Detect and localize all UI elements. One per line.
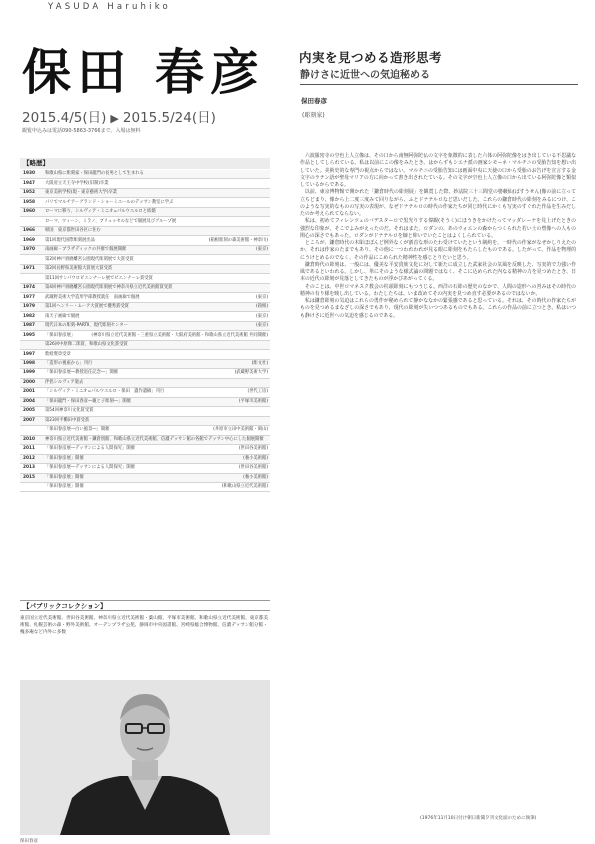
chronology-row bbox=[20, 417, 270, 426]
chronology-row bbox=[20, 293, 270, 302]
chronology-year: 2005 bbox=[23, 408, 35, 414]
chronology-row bbox=[20, 179, 270, 188]
artist-romaji-name: YASUDA Haruhiko bbox=[48, 2, 171, 12]
chronology-row bbox=[20, 379, 270, 388]
chronology-year: 1947 bbox=[23, 180, 35, 186]
chronology-venue bbox=[268, 285, 270, 291]
essay-paragraph: 六波羅密寺の空也上人立像は、その口から南無阿弥陀仏の文字を象徴的に表した六体の阿弥陀像をはき出している不思議な作品としてしられている。私は以前にこの像をみたとき、はからずもシエナ派の画家シモーネ・マルチニの受胎告知を想い出していた。美術史的な専門の視点からではない。マルチニの受胎告知には画面中央に天使の口から受胎のお告げを宣言する金文字のラテン語が聖母マリアの方に向かって書き出されたている。その文字が空也上人立像の口から出ている阿弥陀像と類似しているからである。 bbox=[300, 153, 576, 188]
chronology-venue bbox=[268, 380, 270, 386]
chronology-row bbox=[20, 350, 270, 359]
chronology-year: 2007 bbox=[23, 417, 35, 423]
chronology-year: 2015 bbox=[23, 474, 35, 480]
chronology-row bbox=[20, 331, 270, 340]
essay-source-note: (1976年11月10日付け朝日新聞夕刊文化面のために執筆) bbox=[420, 816, 537, 821]
chronology-row bbox=[20, 246, 270, 255]
chronology-venue bbox=[268, 276, 270, 282]
chronology-venue: (箱根彫刻の森美術館・神奈川) bbox=[208, 237, 268, 243]
chronology-row bbox=[20, 445, 270, 454]
chronology-year: 2013 bbox=[23, 465, 35, 471]
chronology-event: 南天子画廊で個展 bbox=[45, 313, 80, 319]
chronology-event: 和歌山県に彫刻家・保田龍門の長男として生まれる bbox=[45, 171, 144, 177]
chronology-year: 2011 bbox=[23, 446, 35, 452]
chronology-year: 2010 bbox=[23, 436, 35, 442]
chronology-year: 2012 bbox=[23, 455, 35, 461]
author-role: (彫刻家) bbox=[302, 112, 325, 119]
chronology-year: 1952 bbox=[23, 190, 35, 196]
chronology-venue: (箱根) bbox=[256, 304, 268, 310]
chronology-year: 1958 bbox=[23, 199, 35, 205]
chronology-year bbox=[20, 342, 45, 348]
chronology-event: 「保田春彦展」開催 bbox=[45, 455, 84, 461]
chronology-venue: (東京) bbox=[256, 313, 268, 319]
chronology-row bbox=[20, 255, 270, 264]
chronology-row bbox=[20, 388, 270, 397]
chronology-year: 1970 bbox=[23, 247, 35, 253]
chronology-row bbox=[20, 208, 270, 217]
chronology-event: 「造形の視座から」刊行 bbox=[45, 360, 93, 366]
chronology-venue bbox=[268, 437, 270, 443]
chronology-venue: (彫文社) bbox=[251, 360, 268, 366]
artist-portrait-photo bbox=[20, 680, 270, 835]
chronology-event: ローマに移り、シルヴィア・ミニオ=パルウエルロと結婚 bbox=[45, 209, 156, 215]
chronology-venue: (世代工房) bbox=[247, 389, 268, 395]
essay-paragraph: 私は鎌倉彫刻の気迫はこれらの勇作が秘められて静かななかの緊張感であると思っている。それは、その時代の作家たちがものを見つめるまなざしの深さでもあり、現代の彫刻が失いつつあるものでもある。これらの作品の前に立つとき、私はいつも静けさに近世への気迫を感じるのである。 bbox=[300, 298, 576, 319]
chronology-year: 2000 bbox=[23, 379, 35, 385]
chronology-row bbox=[20, 360, 270, 369]
chronology-venue bbox=[268, 342, 270, 348]
artist-name-title: 保田 春彦 bbox=[22, 43, 266, 101]
chronology-venue: (武蔵野美術大学) bbox=[234, 370, 268, 376]
chronology-venue: (東京) bbox=[256, 247, 268, 253]
chronology-year: 1960 bbox=[23, 209, 35, 215]
exhibition-dates bbox=[22, 106, 216, 126]
chronology-event: 第54回神奈川文化賞受賞 bbox=[45, 408, 94, 414]
chronology-year: 1999 bbox=[23, 370, 35, 376]
chronology-venue bbox=[268, 200, 270, 206]
date-end: 2015.5/24(日) bbox=[122, 110, 216, 126]
chronology-row bbox=[20, 170, 270, 179]
chronology-row bbox=[20, 398, 270, 407]
chronology-year: 2004 bbox=[23, 398, 35, 404]
chronology-year bbox=[20, 219, 45, 225]
chronology-year bbox=[20, 257, 45, 263]
chronology-year: 1997 bbox=[23, 351, 35, 357]
chronology-venue: (養小美術館) bbox=[243, 455, 268, 461]
chronology-year: 1966 bbox=[23, 228, 35, 234]
chronology-year: 1969 bbox=[23, 237, 35, 243]
chronology-event: 帰国 東京都世田谷区に住む bbox=[45, 228, 101, 234]
chronology-venue: (神奈川県立近代美術館・三重県立美術館・大阪府美術館・和歌山県立近代美術館 共同開催) bbox=[91, 332, 268, 338]
chronology-event: 南画廊・ブラザディックの共催で個展開催 bbox=[45, 247, 127, 253]
chronology-event: 「シルヴィア・ミニオ=パルウエルロ・保田 遺作遺稿」刊行 bbox=[45, 389, 165, 395]
chronology-year bbox=[20, 484, 45, 490]
chronology-row bbox=[20, 189, 270, 198]
chronology-title: 【略歴】 bbox=[20, 158, 270, 169]
chronology-year: 1974 bbox=[23, 285, 35, 291]
admission-note: 観覧申込みは電話090-5863-3766まで。入場は無料 bbox=[22, 128, 141, 134]
chronology-year: 2001 bbox=[23, 389, 35, 395]
chronology-event: 「保田春彦展―教授退任記念―」開催 bbox=[45, 370, 119, 376]
essay-paragraph: そのことは、中世ロマネスク教会の柱頭彫刻にもつうじる。西洋の石彫の歴史のなかで、人間の造形への営みはその時代の精神の有り様を映し出している。わたしたちは、いま改めてその内実を見つめ直す必要があるのではないか。 bbox=[300, 283, 576, 297]
chronology-venue: (養小美術館) bbox=[243, 474, 268, 480]
chronology-venue: (東京) bbox=[256, 323, 268, 329]
chronology-venue: (平塚市美術館) bbox=[238, 398, 268, 404]
chronology-event: 神奈川県立近代美術館・鎌倉別館、和歌山県立近代美術館、信濃デッサン館の各館でデッサン中心にした個展開催 bbox=[45, 436, 264, 442]
chronology-venue: (和歌山県立近代美術館) bbox=[221, 484, 268, 490]
chronology-year: 1998 bbox=[23, 360, 35, 366]
chronology-year bbox=[20, 427, 45, 433]
chronology-row bbox=[20, 303, 270, 312]
chronology-event: 伴侶シルヴィア逝去 bbox=[45, 379, 84, 385]
chronology-year: 1979 bbox=[23, 304, 35, 310]
chronology-row bbox=[20, 322, 270, 331]
collection-title: 【パブリックコレクション】 bbox=[20, 600, 270, 611]
chronology-year: 1971 bbox=[23, 266, 35, 272]
chronology-row bbox=[20, 455, 270, 464]
chronology-event: 第26回中原悌二郎賞、和歌山県文化賞受賞 bbox=[45, 342, 128, 348]
chronology-event: 第2回神戸須磨離宮公園現代彫刻展で大賞受賞 bbox=[45, 256, 134, 262]
chronology-event: ローマ、ウィーン、ミラノ、ブリュッセルなどで個展及びグループ展 bbox=[45, 218, 177, 224]
chronology-row bbox=[20, 474, 270, 483]
chronology-list bbox=[20, 170, 270, 492]
chronology-venue bbox=[268, 352, 270, 358]
chronology-event: 第1回現代国際彫刻展出品 bbox=[45, 237, 95, 243]
chronology-row bbox=[20, 407, 270, 416]
essay-paragraph: 私は、初めてフィレンツェのバデスターロで黒光りする偉観(そうく)にほうきをかけたってマッダレーナを見上げたときの強烈な印象が、そこでよみがえったのだ。それはまた、ロダンの、あのウォエンの森からつくられた若い士の塑像への人もの関心の深さでもあった。ロダンがドナテルロを師と仰いでいたことはよくしられている。 bbox=[300, 218, 576, 239]
chronology-event: 第4回神戸須磨離宮公園現代彫刻展で神奈川県立近代美術館賞受賞 bbox=[45, 285, 173, 291]
chronology-row bbox=[20, 426, 270, 435]
chronology-year: 1982 bbox=[23, 313, 35, 319]
date-start: 2015.4/5(日) bbox=[22, 110, 107, 126]
chronology-venue bbox=[268, 228, 270, 234]
chronology-event: 第23回平櫛田中賞受賞 bbox=[45, 417, 90, 423]
essay-subheadline: 静けさに近世への気迫秘める bbox=[300, 70, 430, 81]
chronology-event: 紫綬褒章受章 bbox=[45, 351, 71, 357]
chronology-event: 大阪府立天王寺中学校(旧制)卒業 bbox=[45, 180, 109, 186]
chronology-year: 1995 bbox=[23, 332, 35, 338]
chronology-event: 東京美術学校(現・東京藝術大学)卒業 bbox=[45, 190, 118, 196]
chronology-event: 「保田春彦展―デッサンによる人間探究」開催 bbox=[45, 465, 135, 471]
chronology-row bbox=[20, 274, 270, 283]
chronology-venue bbox=[268, 408, 270, 414]
chronology-row bbox=[20, 198, 270, 207]
chronology-row bbox=[20, 369, 270, 378]
chronology-event: 現代日本の彫刻-PARTⅡ、現代彫刻センター bbox=[45, 323, 128, 329]
chronology-year: 1930 bbox=[23, 171, 35, 177]
chronology-row bbox=[20, 265, 270, 274]
chronology-event: 第2回長野県美術館大賞展大賞受賞 bbox=[45, 266, 113, 272]
chronology-row bbox=[20, 312, 270, 321]
essay-paragraph: 以前、東京博物館で開かれた「鎌倉時代の彫刻展」を観賞した際、妙法院三十三間堂の婆藪仙(ばすうせん)像の前に立って立ちどまり、像から上二度三度みて回りながら、ふとドナテルロなど思いだした。これらの鎌倉時代の彫刻をみるにつけ、このような写実的なものの写実の表現が、なぜドナテルロの時代の作家たちが同じ時代にかくも写実のすぐれた作品を生みだしたのか考えられてならない。 bbox=[300, 189, 576, 217]
chronology-event: 「保田春彦展―白い風景―」開催 bbox=[45, 427, 110, 433]
essay-paragraph: 鎌倉時代の彫刻は、一般には、優美な平安貴族文化に対して新たに成立した武家社会の気風を反映した、写実的で力強い作風であるといわれる。しかし、単にそのような様式論の問題ではなく、そこに込められた内なる精神の力を見つめたとき、日本の近代の彫刻が見落としてきたものが浮かびあがってくる。 bbox=[300, 261, 576, 283]
chronology-venue: (井原市立田中美術館・岡山) bbox=[213, 427, 268, 433]
chronology-row bbox=[20, 227, 270, 236]
chronology-row bbox=[20, 341, 270, 350]
chronology-event: パリでマルチアーグランド・ショーミエールのデッサン教室に学ぶ bbox=[45, 199, 174, 205]
chronology-event: 第1回ヘンリー・ムーア大賞展で優秀賞受賞 bbox=[45, 304, 129, 310]
chronology-row bbox=[20, 217, 270, 226]
chronology-venue bbox=[268, 418, 270, 424]
chronology-venue: (世田谷美術館) bbox=[238, 446, 268, 452]
chronology-venue: (世田谷美術館) bbox=[238, 465, 268, 471]
photo-caption: 保田春彦 bbox=[20, 839, 38, 844]
chronology-row bbox=[20, 483, 270, 492]
essay-headline: 内実を見つめる造形思考 bbox=[299, 50, 443, 65]
chronology-venue bbox=[268, 181, 270, 187]
chronology-venue bbox=[268, 171, 270, 177]
chronology-event: 「保田春彦展」開催 bbox=[45, 484, 84, 490]
chronology-row bbox=[20, 284, 270, 293]
chronology-row bbox=[20, 464, 270, 473]
chronology-venue bbox=[268, 219, 270, 225]
chronology-venue bbox=[268, 209, 270, 215]
essay-author: 保田春彦 bbox=[301, 97, 327, 105]
chronology-venue bbox=[268, 257, 270, 263]
essay-body bbox=[300, 153, 576, 320]
arrow-right-icon: ▶ bbox=[110, 112, 119, 125]
chronology-event: 「保田春彦展」開催 bbox=[45, 474, 84, 480]
chronology-row bbox=[20, 236, 270, 245]
header-divider bbox=[300, 84, 578, 85]
chronology-event: 「保田春彦展―デッサンによる人間探究」開催 bbox=[45, 446, 135, 452]
chronology-venue bbox=[268, 266, 270, 272]
chronology-year: 1977 bbox=[23, 294, 35, 300]
collection-text: 東京国立近代美術館、世田谷美術館、神奈川県立近代美術館・葉山館、平塚市美術館、和歌山県立近代美術館、東京都美術館、札幌芸術の森・野外美術館、オーデンプラザ公苑、静岡市中央図書館、宮崎県総合博物館、信濃デッサン館分館・槐多庵など内外に多数 bbox=[20, 616, 269, 636]
chronology-year: 1987 bbox=[23, 323, 35, 329]
chronology-event: 「保田春彦展」 bbox=[45, 332, 76, 338]
chronology-event: 武蔵野美術大学造形学部教授就任 南画廊で個展 bbox=[45, 294, 140, 300]
chronology-row bbox=[20, 436, 270, 445]
chronology-venue bbox=[268, 190, 270, 196]
chronology-event: 「保田龍門・保田春彦―親と子彫刻―」開催 bbox=[45, 398, 131, 404]
essay-paragraph: ところが、鎌倉時代の木彫ほぼんど例外なくが割首な形のたわ受けていたという制約を、一時代の作家がなぜかしりえたのか、それは作家のたまでもあり、その他に一つわれわれが見る眼に彫刻をもたらしたものである。したがって、作品を物理的にうけとめるのでなく、その作品にこめられた精神性を感じとりたいと思う。 bbox=[300, 240, 576, 261]
chronology-event: 第11回サンパウロビエンナーレ展でビエンナーレ賞受賞 bbox=[45, 275, 153, 281]
portrait-illustration bbox=[20, 680, 270, 835]
chronology-venue: (東京) bbox=[256, 294, 268, 300]
chronology-year bbox=[20, 276, 45, 282]
